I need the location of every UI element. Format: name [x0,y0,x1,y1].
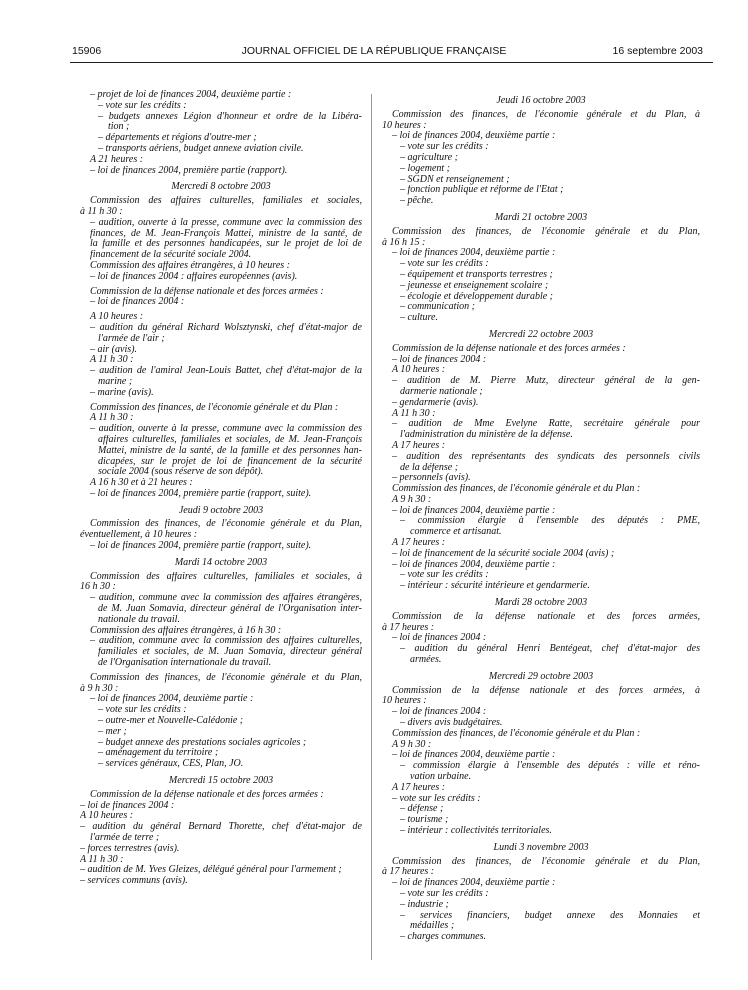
agenda-line: – défense ; [400,804,444,815]
agenda-line: Commission de la défense nationale et des forces armées : [392,343,626,354]
agenda-line: Commission des affaires culturelles, familiales et sociales, à [90,571,362,582]
date-heading: Jeudi 9 octobre 2003 [178,504,264,516]
date-heading: Lundi 3 novembre 2003 [493,841,589,853]
agenda-line: A 9 h 30 : [392,494,432,505]
agenda-line: Commission des finances, de l'économie générale et du Plan, [90,519,362,530]
agenda-line: nationale du travail. [98,614,180,625]
agenda-line: A 9 h 30 : [392,739,432,750]
agenda-line: 10 heures : [382,120,427,131]
agenda-line: – écologie et développement durable ; [400,291,553,302]
agenda-line: – loi de finances 2004 : [90,297,185,308]
agenda-line: sociale 2004 (sous réserve de son dépôt). [98,467,264,478]
agenda-line: – commission élargie à l'ensemble des députés : ville et réno- [400,761,700,772]
publication-date: 16 septembre 2003 [612,45,703,57]
agenda-line: – commission élargie à l'ensemble des députés : PME, [400,516,700,527]
agenda-line: à 16 h 15 : [382,237,426,248]
agenda-line: Commission des finances, de l'économie générale et du Plan, [392,856,700,867]
agenda-line: – aménagement du territoire ; [98,748,219,759]
agenda-line: – culture. [400,313,438,324]
agenda-line: Commission des finances, de l'économie générale et du Plan, [392,226,700,237]
agenda-line: – audition du général Bernard Thorette, chef d'état-major de [80,822,362,833]
agenda-line: A 17 heures : [392,782,446,793]
agenda-line: – vote sur les crédits : [400,570,489,581]
agenda-line: à 11 h 30 : [80,206,123,217]
agenda-line: – loi de finances 2004 : affaires européennes (avis). [90,271,298,282]
agenda-line: armées. [410,655,442,666]
agenda-line: – loi de finances 2004, deuxième partie : [392,878,556,889]
agenda-line: – loi de finances 2004 : [392,633,487,644]
agenda-line: – loi de finances 2004 : [392,707,487,718]
agenda-line: A 11 h 30 : [392,408,436,419]
agenda-line: la famille et des personnes handicapées, sur le projet de loi de [90,239,362,250]
agenda-line: – tourisme ; [400,815,449,826]
agenda-line: A 11 h 30 : [80,854,124,865]
agenda-line: Commission de la défense nationale et des forces armées, [392,611,700,622]
page-number: 15906 [72,45,102,57]
agenda-line: – forces terrestres (avis). [80,843,180,854]
agenda-line: – logement ; [400,163,450,174]
agenda-line: – loi de financement de la sécurité sociale 2004 (avis) ; [392,548,615,559]
agenda-line: l'administration du ministère de la défense. [400,430,573,441]
date-heading: Mardi 14 octobre 2003 [174,556,268,568]
agenda-line: – loi de finances 2004 : [392,354,487,365]
date-heading: Mercredi 15 octobre 2003 [168,775,274,787]
agenda-line: vation urbaine. [410,772,472,783]
agenda-line: affaires culturelles, familiales et sociales, de M. Jean-François [98,434,362,445]
agenda-line: l'armée de l'air ; [98,333,165,344]
date-heading: Mercredi 22 octobre 2003 [488,328,594,340]
agenda-line: – projet de loi de finances 2004, deuxième partie : [90,90,292,100]
agenda-line: médailles ; [410,921,455,932]
agenda-line: Commission de la défense nationale et des forces armées, à [392,685,700,696]
agenda-line: – audition, commune avec la commission des affaires étrangères, [90,593,362,604]
agenda-line: Commission de la défense nationale et des forces armées : [90,789,324,800]
agenda-line: – loi de finances 2004, deuxième partie : [392,248,556,259]
agenda-line: – budget annexe des prestations sociales agricoles ; [98,737,307,748]
agenda-line: – audition de M. Yves Gleizes, délégué général pour l'armement ; [80,865,342,876]
agenda-line: Commission des finances, de l'économie générale et du Plan : [90,402,339,413]
date-heading: Mardi 21 octobre 2003 [494,211,588,223]
agenda-line: à 9 h 30 : [80,683,119,694]
journal-title: JOURNAL OFFICIEL DE LA RÉPUBLIQUE FRANÇAISE [241,45,507,57]
agenda-line: tion ; [108,122,130,133]
left-column [80,90,362,887]
header-rule [70,62,713,63]
date-heading: Mercredi 29 octobre 2003 [488,670,594,682]
agenda-line: marine ; [98,376,133,387]
agenda-line: à 17 heures : [382,867,435,878]
agenda-line: – vote sur les crédits : [98,705,187,716]
agenda-line: Commission des finances, de l'économie générale et du Plan : [392,728,641,739]
date-heading: Jeudi 16 octobre 2003 [496,95,586,106]
agenda-line: – services communs (avis). [80,876,188,887]
agenda-line: – départements et régions d'outre-mer ; [98,133,257,144]
agenda-line: – vote sur les crédits : [400,142,489,153]
agenda-line: – pêche. [400,196,434,207]
agenda-line: à 17 heures : [382,622,435,633]
agenda-line: – loi de finances 2004 : [80,800,175,811]
agenda-line: – air (avis). [90,344,137,355]
agenda-line: – audition, commune avec la commission des affaires culturelles, [90,636,362,647]
agenda-line: – marine (avis). [90,387,154,398]
agenda-line: – services financiers, budget annexe des Monnaies et [400,910,700,921]
agenda-line: – audition, ouverte à la presse, commune avec la commission des [90,424,362,435]
agenda-line: Commission de la défense nationale et des forces armées : [90,286,324,297]
agenda-line: – industrie ; [400,899,449,910]
agenda-line: – vote sur les crédits : [392,793,481,804]
agenda-line: A 21 heures : [90,154,144,165]
column-divider [371,94,372,960]
agenda-line: – intérieur : sécurité intérieure et gendarmerie. [400,581,590,592]
agenda-line: – SGDN et renseignement ; [400,174,510,185]
agenda-line: A 10 heures : [90,312,144,323]
agenda-line: – gendarmerie (avis). [392,397,479,408]
agenda-line: commerce et artisanat. [410,527,502,538]
agenda-line: 16 h 30 : [80,582,116,593]
agenda-line: – fonction publique et réforme de l'Etat ; [400,185,564,196]
agenda-line: – transports aériens, budget annexe aviation civile. [98,143,304,154]
agenda-line: A 10 heures : [80,811,134,822]
agenda-line: Commission des finances, de l'économie générale et du Plan, [90,672,362,683]
agenda-line: – audition des représentants des syndicats des personnels civils [392,451,700,462]
agenda-line: darmerie nationale ; [400,386,483,397]
agenda-line: de l'Organisation internationale du travail. [98,658,272,669]
agenda-line: – audition du général Richard Wolsztynski, chef d'état-major de [90,322,362,333]
agenda-line: – loi de finances 2004, deuxième partie : [392,750,556,761]
agenda-line: de la défense ; [400,462,459,473]
agenda-line: – loi de finances 2004, première partie (rapport, suite). [90,488,312,499]
agenda-line: – loi de finances 2004, première partie (rapport). [90,165,288,176]
agenda-line: Commission des affaires culturelles, familiales et sociales, [90,196,362,207]
agenda-line: Mattei, ministre de la santé, de la famille et des personnes han- [98,445,362,456]
agenda-line: – personnels (avis). [392,473,471,484]
right-column [382,90,700,943]
agenda-line: de M. Juan Somavia, directeur général de l'Organisation inter- [98,604,362,615]
agenda-line: – loi de finances 2004, deuxième partie : [392,505,556,516]
agenda-line: – vote sur les crédits : [98,100,187,111]
agenda-line: – loi de finances 2004, deuxième partie : [392,559,556,570]
agenda-line: – audition du général Henri Bentégeat, chef d'état-major des [400,644,700,655]
agenda-line: – audition, ouverte à la presse, commune avec la commission des [90,217,362,228]
agenda-line: – vote sur les crédits : [400,259,489,270]
agenda-line: A 16 h 30 et à 21 heures : [90,478,193,489]
agenda-line: – loi de finances 2004, deuxième partie : [392,131,556,142]
agenda-line: – agriculture ; [400,152,458,163]
agenda-line: 10 heures : [382,696,427,707]
agenda-line: dicapées, sur le projet de loi de financement de la sécurité [98,456,362,467]
agenda-line: – audition de l'amiral Jean-Louis Battet, chef d'état-major de la [90,366,362,377]
agenda-line: éventuellement, à 10 heures : [80,530,198,541]
agenda-line: finances, de M. Jean-François Mattei, ministre de la santé, de [90,228,362,239]
agenda-line: – vote sur les crédits : [400,888,489,899]
agenda-line: – intérieur : collectivités territoriales. [400,826,552,836]
agenda-line: A 17 heures : [392,538,446,549]
agenda-line: – audition de M. Pierre Mutz, directeur général de la gen- [392,376,700,387]
agenda-line: – divers avis budgétaires. [400,718,503,729]
page-header [0,45,748,61]
agenda-line: – mer ; [98,726,127,737]
agenda-line: – charges communes. [400,932,487,943]
agenda-line: – audition de Mme Evelyne Ratte, secrétaire générale pour [392,419,700,430]
agenda-line: – loi de finances 2004, deuxième partie : [90,694,254,705]
agenda-line: – outre-mer et Nouvelle-Calédonie ; [98,716,244,727]
agenda-line: Commission des finances, de l'économie générale et du Plan : [392,484,641,495]
agenda-line: A 17 heures : [392,440,446,451]
agenda-line: A 11 h 30 : [90,413,134,424]
agenda-line: A 10 heures : [392,365,446,376]
agenda-line: – services généraux, CES, Plan, JO. [98,759,244,770]
date-heading: Mercredi 8 octobre 2003 [171,181,271,193]
agenda-line: – équipement et transports terrestres ; [400,269,553,280]
agenda-line: Commission des affaires étrangères, à 16 h 30 : [90,625,282,636]
agenda-line: familiales et sociales, de M. Juan Somavia, directeur général [98,647,362,658]
agenda-line: – budgets annexes Légion d'honneur et ordre de la Libéra- [98,111,362,122]
agenda-line: financement de la sécurité sociale 2004. [90,250,252,261]
agenda-line: – communication ; [400,302,475,313]
agenda-line: Commission des affaires étrangères, à 10 heures : [90,260,290,271]
agenda-line: l'armée de terre ; [90,833,160,843]
date-heading: Mardi 28 octobre 2003 [494,597,588,609]
agenda-line: Commission des finances, de l'économie générale et du Plan, à [392,109,700,120]
agenda-line: – jeunesse et enseignement scolaire ; [400,280,549,291]
agenda-line: – loi de finances 2004, première partie (rapport, suite). [90,541,312,552]
agenda-line: A 11 h 30 : [90,355,134,366]
